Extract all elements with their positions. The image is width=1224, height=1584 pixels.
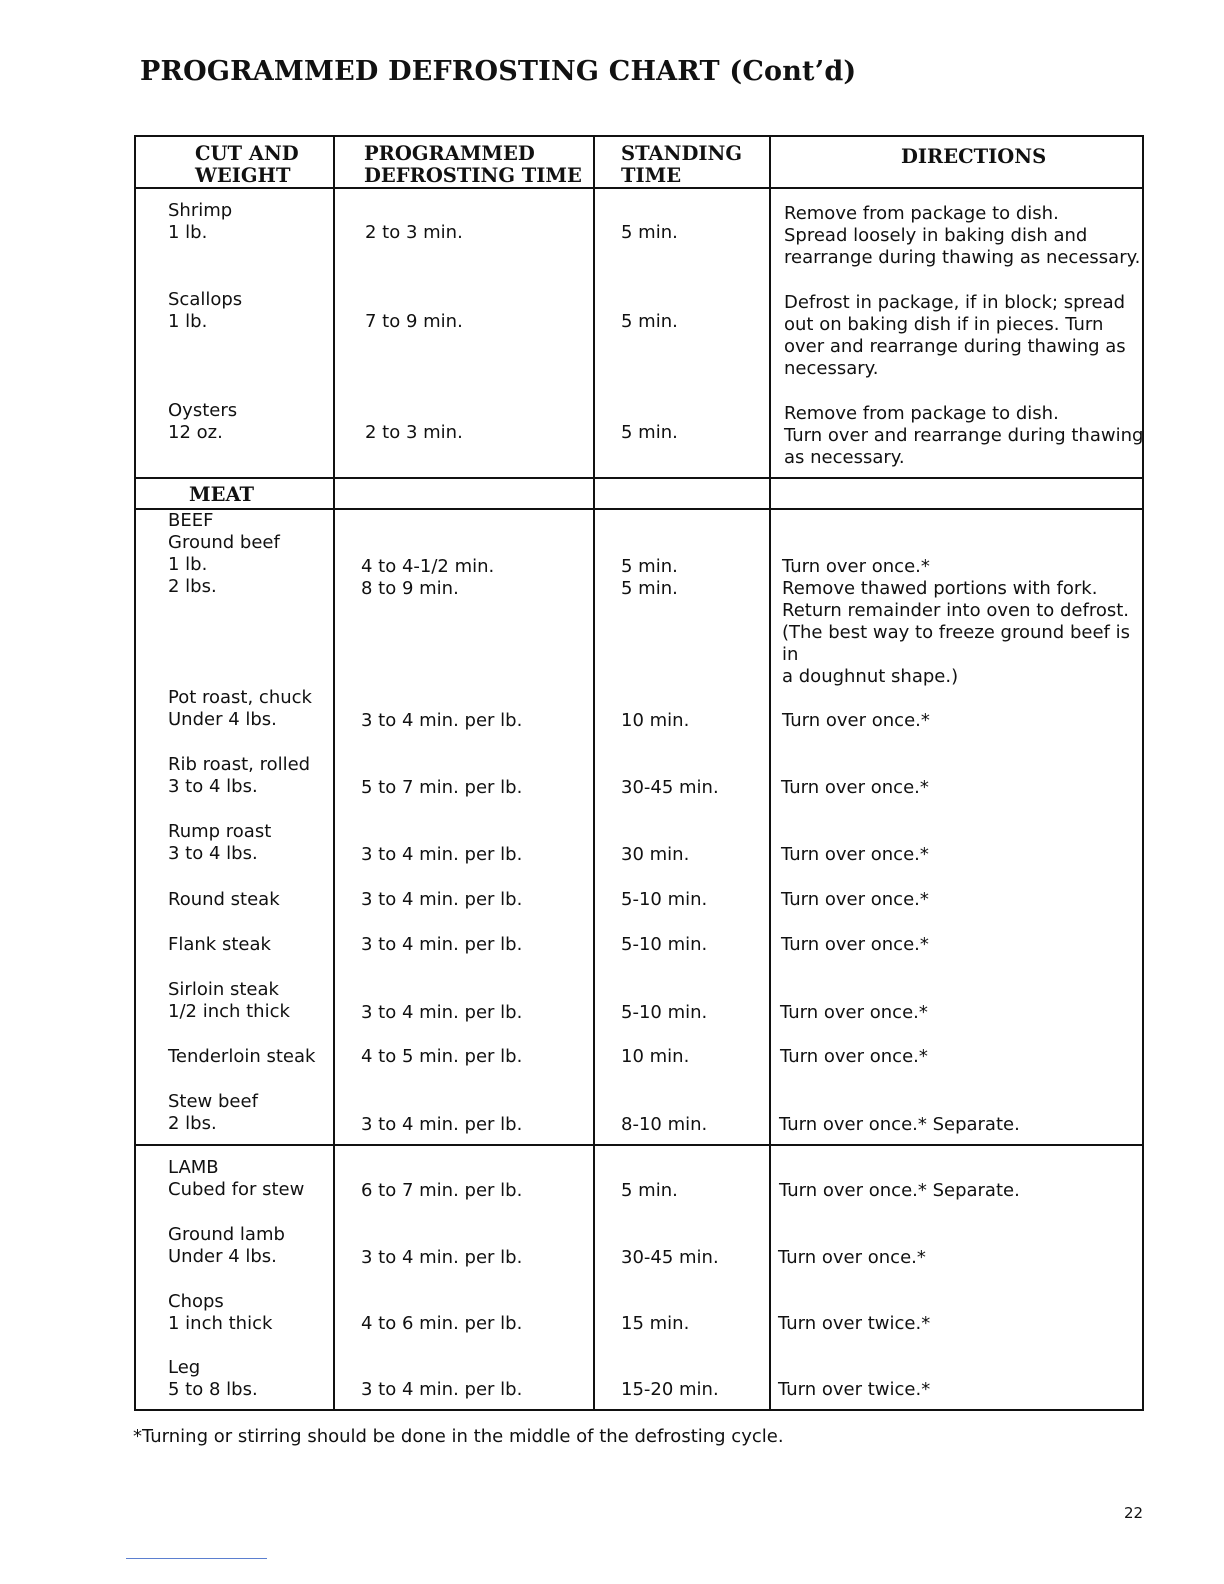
standing-time-cell: 10 min. [621, 710, 690, 731]
directions-cell: Turn over once.* [781, 934, 929, 955]
cut-and-weight-cell: Leg 5 to 8 lbs. [168, 1357, 258, 1400]
header-programmed-defrosting-time: PROGRAMMED DEFROSTING TIME [364, 142, 582, 187]
standing-time-cell: 10 min. [621, 1046, 690, 1067]
directions-cell: Turn over once.* [781, 889, 929, 910]
cut-and-weight-cell: LAMB Cubed for stew [168, 1157, 305, 1200]
defrosting-time-cell: 3 to 4 min. per lb. [361, 1002, 523, 1023]
directions-cell: Turn over once.* [781, 777, 929, 798]
directions-cell: Remove from package to dish. Spread loosely in baking dish and rearrange during thawing as necessary. [784, 203, 1141, 268]
standing-time-cell: 5 min. [621, 422, 678, 443]
directions-cell: Remove from package to dish. Turn over and rearrange during thawing as necessary. [784, 403, 1144, 468]
cut-and-weight-cell: Rump roast 3 to 4 lbs. [168, 821, 272, 864]
standing-time-cell: 30-45 min. [621, 1247, 719, 1268]
standing-time-cell: 5 min. [621, 1180, 678, 1201]
standing-time-cell: 8-10 min. [621, 1114, 708, 1135]
cut-and-weight-cell: Shrimp 1 lb. [168, 200, 233, 243]
cut-and-weight-cell: Round steak [168, 889, 280, 910]
defrosting-chart-table [133, 134, 1145, 1412]
header-cut-and-weight: CUT AND WEIGHT [195, 142, 299, 187]
header-standing-time: STANDING TIME [621, 142, 742, 187]
standing-time-cell: 15-20 min. [621, 1379, 719, 1400]
page-number: 22 [1124, 1504, 1144, 1522]
directions-cell: Defrost in package, if in block; spread out on baking dish if in pieces. Turn over and rearrange during thawing as necessary. [784, 292, 1126, 379]
cut-and-weight-cell: Chops 1 inch thick [168, 1291, 273, 1334]
cut-and-weight-cell: Tenderloin steak [168, 1046, 316, 1067]
standing-time-cell: 5 min. [621, 311, 678, 332]
cut-and-weight-cell: Rib roast, rolled 3 to 4 lbs. [168, 754, 311, 797]
directions-cell: Turn over once.* Separate. [779, 1114, 1020, 1135]
defrosting-time-cell: 4 to 5 min. per lb. [361, 1046, 523, 1067]
defrosting-time-cell: 3 to 4 min. per lb. [361, 844, 523, 865]
standing-time-cell: 5 min. [621, 222, 678, 243]
standing-time-cell: 30-45 min. [621, 777, 719, 798]
directions-cell: Turn over twice.* [778, 1379, 931, 1400]
defrosting-time-cell: 3 to 4 min. per lb. [361, 889, 523, 910]
cut-and-weight-cell: BEEF Ground beef 1 lb. 2 lbs. [168, 510, 280, 597]
standing-time-cell: 30 min. [621, 844, 690, 865]
page-title: PROGRAMMED DEFROSTING CHART (Cont’d) [140, 56, 857, 87]
standing-time-cell: 5-10 min. [621, 1002, 708, 1023]
header-directions: DIRECTIONS [901, 145, 1047, 168]
directions-cell: Turn over once.* Separate. [779, 1180, 1020, 1201]
cut-and-weight-cell: Sirloin steak 1/2 inch thick [168, 979, 290, 1022]
defrosting-time-cell: 2 to 3 min. [365, 422, 463, 443]
standing-time-cell: 5-10 min. [621, 889, 708, 910]
directions-cell: Turn over twice.* [778, 1313, 931, 1334]
defrosting-time-cell: 7 to 9 min. [365, 311, 463, 332]
standing-time-cell: 5 min. 5 min. [621, 556, 678, 599]
footnote: *Turning or stirring should be done in the middle of the defrosting cycle. [133, 1426, 784, 1447]
defrosting-time-cell: 5 to 7 min. per lb. [361, 777, 523, 798]
defrosting-time-cell: 4 to 6 min. per lb. [361, 1313, 523, 1334]
section-label-meat: MEAT [189, 483, 255, 506]
cut-and-weight-cell: Scallops 1 lb. [168, 289, 243, 332]
defrosting-time-cell: 3 to 4 min. per lb. [361, 934, 523, 955]
directions-cell: Turn over once.* [778, 1247, 926, 1268]
directions-cell: Turn over once.* [780, 1002, 928, 1023]
cut-and-weight-cell: Stew beef 2 lbs. [168, 1091, 258, 1134]
directions-cell: Turn over once.* Remove thawed portions with fork. Return remainder into oven to defrost. (The best way to freeze ground beef is in a doughnut shape.) [782, 556, 1130, 687]
standing-time-cell: 5-10 min. [621, 934, 708, 955]
directions-cell: Turn over once.* [781, 844, 929, 865]
defrosting-time-cell: 4 to 4-1/2 min. 8 to 9 min. [361, 556, 495, 599]
defrosting-time-cell: 3 to 4 min. per lb. [361, 710, 523, 731]
directions-cell: Turn over once.* [780, 1046, 928, 1067]
defrosting-time-cell: 6 to 7 min. per lb. [361, 1180, 523, 1201]
cut-and-weight-cell: Ground lamb Under 4 lbs. [168, 1224, 285, 1267]
defrosting-time-cell: 2 to 3 min. [365, 222, 463, 243]
cut-and-weight-cell: Pot roast, chuck Under 4 lbs. [168, 687, 312, 730]
defrosting-time-cell: 3 to 4 min. per lb. [361, 1379, 523, 1400]
standing-time-cell: 15 min. [621, 1313, 690, 1334]
defrosting-time-cell: 3 to 4 min. per lb. [361, 1247, 523, 1268]
cut-and-weight-cell: Flank steak [168, 934, 271, 955]
directions-cell: Turn over once.* [782, 710, 930, 731]
cut-and-weight-cell: Oysters 12 oz. [168, 400, 238, 443]
defrosting-time-cell: 3 to 4 min. per lb. [361, 1114, 523, 1135]
decorative-rule [126, 1558, 267, 1559]
